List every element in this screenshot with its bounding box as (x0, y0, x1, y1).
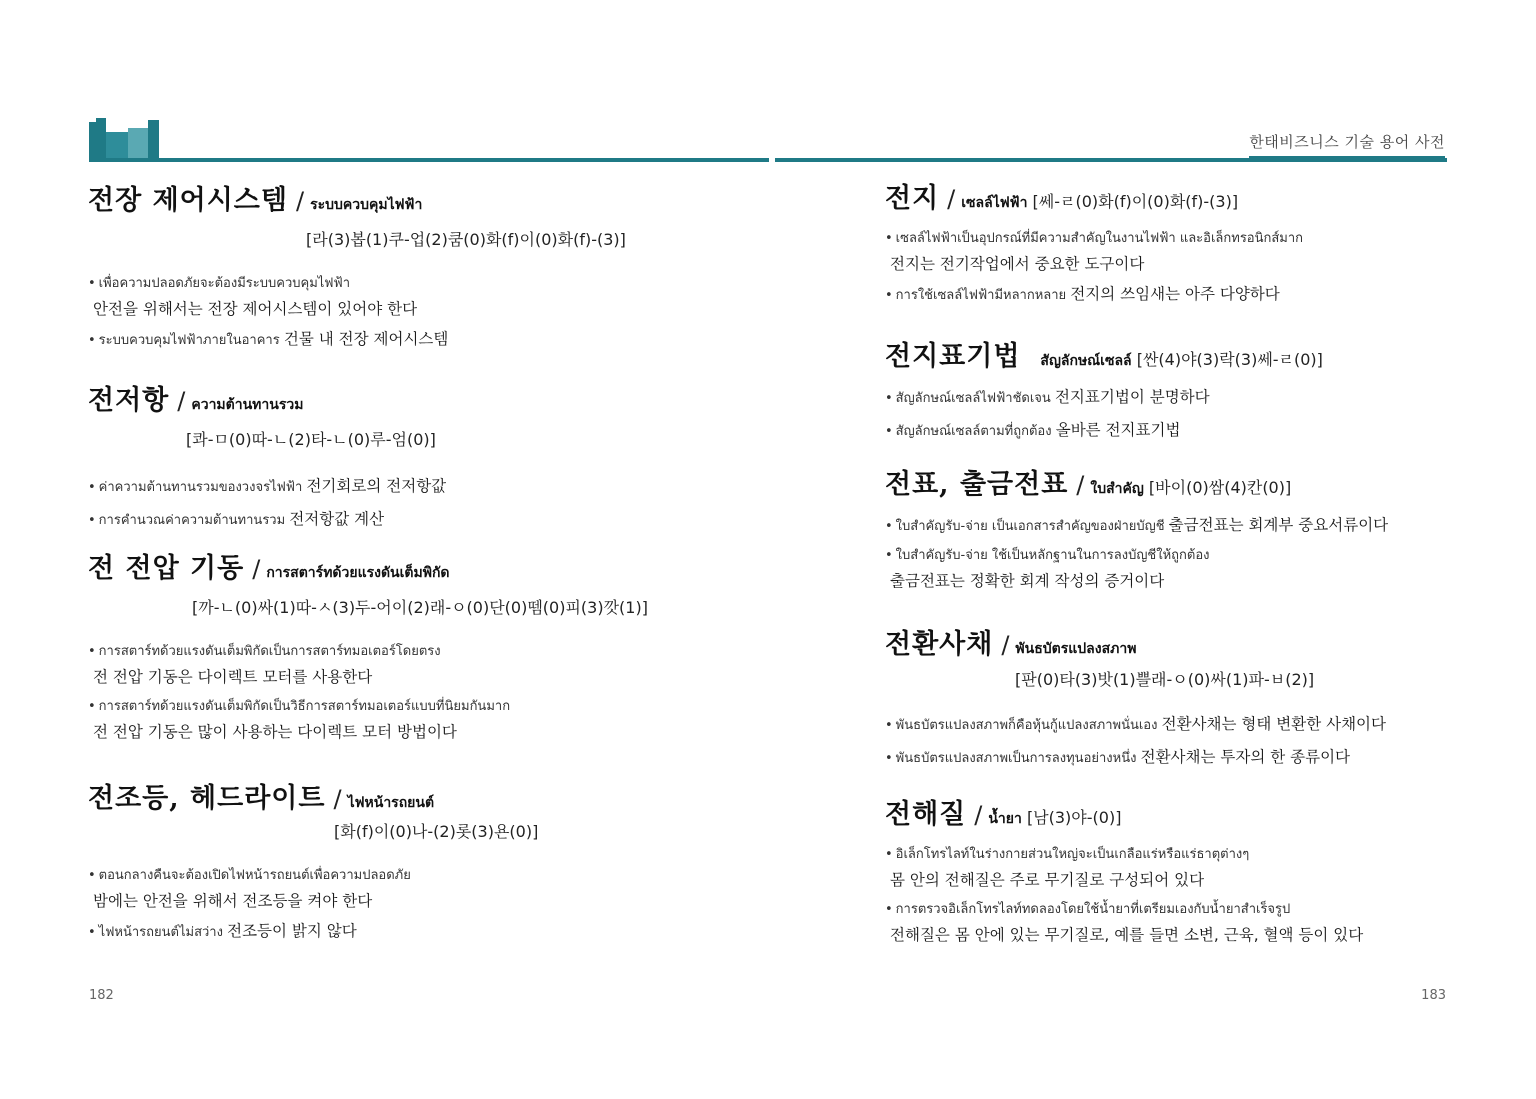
example-thai: • ไฟหน้ารถยนต์ไม่สว่าง 전조등이 밝지 않다 (88, 922, 357, 940)
example-korean: 올바른 전지표기법 (1055, 421, 1181, 439)
example-thai: • ใบสำคัญรับ-จ่าย ใช้เป็นหลักฐานในการลงบัญชีให้ถูกต้อง (885, 548, 1210, 563)
entry-term: 전조등, 헤드라이트 (88, 783, 326, 814)
example-thai: • เซลล์ไฟฟ้าเป็นอุปกรณ์ที่มีความสำคัญในงานไฟฟ้า และอิเล็กทรอนิกส์มาก (885, 231, 1304, 246)
example-thai: • เพื่อความปลอดภัยจะต้องมีระบบควบคุมไฟฟ้า (88, 276, 351, 291)
book-logo-icon (89, 118, 159, 162)
dictionary-entry: 전지 / เซลล์ไฟฟ้า [쎄-ㄹ(0)화(f)이(0)화(f)-(3)] • เซลล์ไฟฟ้าเป็นอุปกรณ์ที่มีความสำคัญในงานไฟฟ้า และอิเล็กทรอนิกส์มาก 전지는 전기작업에서 중요한 도구이다 • การใช้เซลล์ไฟฟ้ามีหลากหลาย 전지의 쓰임새는 아주 다양하다 (885, 176, 1455, 305)
entry-thai: ไฟหน้ารถยนต์ (347, 795, 435, 811)
entry-thai: ใบสำคัญ (1090, 481, 1144, 497)
entry-thai: การสตาร์ทด้วยแรงดันเต็มพิกัด (266, 565, 450, 581)
example-thai: • อิเล็กโทรไลท์ในร่างกายส่วนใหญ่จะเป็นเกลือแร่หรือแร่ธาตุต่างๆ (885, 847, 1250, 862)
example-korean: 전해질은 몸 안에 있는 무기질로, 예를 들면 소변, 근육, 혈액 등이 있다 (890, 926, 1364, 944)
dictionary-entry (885, 334, 1455, 441)
example-thai: • การสตาร์ทด้วยแรงดันเต็มพิกัดเป็นการสตาร์ทมอเตอร์โดยตรง (88, 644, 441, 659)
example-thai: • การตรวจอิเล็กโทรไลท์ทดลองโดยใช้น้ำยาที่เตรียมเองกับน้ำยาสำเร็จรูป (885, 902, 1291, 917)
entry-pronunciation: [쎄-ㄹ(0)화(f)이(0)화(f)-(3)] (1032, 192, 1239, 211)
example-thai: • สัญลักษณ์เซลล์ไฟฟ้าชัดเจน 전지표기법이 분명하다 (885, 388, 1210, 406)
entry-pronunciation: [바이(0)쌈(4)칸(0)] (1148, 478, 1292, 497)
dictionary-entry: 전 전압 기동 / การสตาร์ทด้วยแรงดันเต็มพิกัด [까-ㄴ(0)싸(1)따-ㅅ(3)두-어이(2)래-ㅇ(0)단(0)뗌(0)피(3)깟(1)] • การสตาร์ทด้วยแรงดันเต็มพิกัดเป็นการสตาร์ทมอเตอร์โดยตรง 전 전압 기동은 다이렉트 모터를 사용한다 • การสตาร์ทด้วยแรงดันเต็มพิกัดเป็นวิธีการสตาร์ทมอเตอร์แบบที่นิยมกันมาก 전 전압 기동은 많이 사용하는 다이렉트 모터 방법이다 (88, 546, 768, 742)
example-thai: • ค่าความต้านทานรวมของวงจรไฟฟ้า 전기회로의 전저항값 (88, 477, 447, 495)
example-korean: 몸 안의 전해질은 주로 무기질로 구성되어 있다 (890, 871, 1205, 889)
entry-thai: เซลล์ไฟฟ้า (961, 195, 1028, 211)
example-korean: 전지표기법이 분명하다 (1054, 388, 1210, 406)
entry-thai: ระบบควบคุมไฟฟ้า (310, 197, 423, 213)
example-thai: • พันธบัตรแปลงสภาพเป็นการลงทุนอย่างหนึ่ง 전환사채는 투자의 한 종류이다 (885, 748, 1351, 766)
entry-thai: พันธบัตรแปลงสภาพ (1015, 641, 1137, 657)
dictionary-entry: 전환사채 / พันธบัตรแปลงสภาพ [판(0)타(3)밧(1)쁠래-ㅇ(0)싸(1)파-ㅂ(2)] • พันธบัตรแปลงสภาพก็คือหุ้นกู้แปลงสภาพนั่นเอง 전환사채는 형태 변환한 사채이다 • พันธบัตรแปลงสภาพเป็นการลงทุนอย่างหนึ่ง 전환사채는 투자의 한 종류이다 (885, 622, 1455, 768)
entry-thai: ความต้านทานรวม (191, 397, 304, 413)
dictionary-entry: 전해질 / น้ำยา [남(3)야-(0)] • อิเล็กโทรไลท์ในร่างกายส่วนใหญ่จะเป็นเกลือแร่หรือแร่ธาตุต่างๆ 몸 안의 전해질은 주로 무기질로 구성되어 있다 • การตรวจอิเล็กโทรไลท์ทดลองโดยใช้น้ำยาที่เตรียมเองกับน้ำยาสำเร็จรูป 전해질은 몸 안에 있는 무기질로, 예를 들면 소변, 근육, 혈액 등이 있다 (885, 792, 1455, 945)
dictionary-entry: 전조등, 헤드라이트 / ไฟหน้ารถยนต์ [화(f)이(0)나-(2)롯(3)욘(0)] • ตอนกลางคืนจะต้องเปิดไฟหน้ารถยนต์เพื่อความปลอดภัย 밤에는 안전을 위해서 전조등을 켜야 한다 • ไฟหน้ารถยนต์ไม่สว่าง 전조등이 밝지 않다 (88, 776, 768, 942)
example-thai: • ตอนกลางคืนจะต้องเปิดไฟหน้ารถยนต์เพื่อความปลอดภัย (88, 868, 411, 883)
entry-pronunciation: [판(0)타(3)밧(1)쁠래-ㅇ(0)싸(1)파-ㅂ(2)] (1015, 670, 1315, 689)
entry-term: 전환사채 (885, 629, 994, 660)
example-korean: 전지는 전기작업에서 중요한 도구이다 (890, 255, 1145, 273)
example-korean: 건물 내 전장 제어시스템 (283, 330, 449, 348)
example-thai: • สัญลักษณ์เซลล์ตามที่ถูกต้อง 올바른 전지표기법 (885, 421, 1181, 439)
entry-term: 전저항 (88, 385, 170, 416)
example-korean: 출금전표는 회계부 중요서류이다 (1168, 516, 1389, 534)
example-korean: 전 전압 기동은 다이렉트 모터를 사용한다 (93, 668, 373, 686)
example-korean: 안전을 위해서는 전장 제어시스템이 있어야 한다 (93, 300, 418, 318)
entry-term: 전지표기법 (885, 341, 1021, 372)
entry-pronunciation: [콰-ㅁ(0)따-ㄴ(2)타-ㄴ(0)루-엄(0)] (186, 430, 436, 449)
entry-pronunciation: [싼(4)야(3)락(3)쎄-ㄹ(0)] (1136, 350, 1323, 369)
example-korean: 전환사채는 형태 변환한 사채이다 (1161, 715, 1386, 733)
entry-term: 전 전압 기동 (88, 553, 245, 584)
example-thai: • ใบสำคัญรับ-จ่าย เป็นเอกสารสำคัญของฝ่ายบัญชี 출금전표는 회계부 중요서류이다 (885, 516, 1389, 534)
page-number-left: 182 (89, 988, 114, 1003)
example-thai: • การคำนวณค่าความต้านทานรวม 전저항값 계산 (88, 510, 385, 528)
entry-term: 전해질 (885, 799, 967, 830)
example-korean: 밤에는 안전을 위해서 전조등을 켜야 한다 (93, 892, 373, 910)
example-thai: • พันธบัตรแปลงสภาพก็คือหุ้นกู้แปลงสภาพนั่นเอง 전환사채는 형태 변환한 사채이다 (885, 715, 1386, 733)
dictionary-entry: 전저항 / ความต้านทานรวม [콰-ㅁ(0)따-ㄴ(2)타-ㄴ(0)루-엄(0)] • ค่าความต้านทานรวมของวงจรไฟฟ้า 전기회로의 전저항값 • การคำนวณค่าความต้านทานรวม 전저항값 계산 (88, 378, 768, 530)
book-title: 한태비즈니스 기술 용어 사전 (1249, 131, 1445, 162)
example-korean: 전조등이 밝지 않다 (227, 922, 357, 940)
entry-pronunciation: [남(3)야-(0)] (1026, 808, 1122, 827)
example-thai: • การใช้เซลล์ไฟฟ้ามีหลากหลาย 전지의 쓰임새는 아주 다양하다 (885, 285, 1280, 303)
example-korean: 출금전표는 정확한 회계 작성의 증거이다 (890, 572, 1165, 590)
entry-pronunciation: [화(f)이(0)나-(2)롯(3)욘(0)] (334, 822, 539, 841)
example-korean: 전환사채는 투자의 한 종류이다 (1140, 748, 1351, 766)
dictionary-entry: 전장 제어시스템 / ระบบควบคุมไฟฟ้า [라(3)봅(1)쿠-업(2)쿰(0)화(f)이(0)화(f)-(3)] • เพื่อความปลอดภัยจะต้องมีระบบควบคุมไฟฟ้า 안전을 위해서는 전장 제어시스템이 있어야 한다 • ระบบควบคุมไฟฟ้าภายในอาคาร 건물 내 전장 제어시스템 (88, 178, 768, 350)
entry-term: 전지 (885, 183, 940, 214)
example-korean: 전저항값 계산 (289, 510, 385, 528)
entry-term: 전표, 출금전표 (885, 469, 1069, 500)
example-korean: 전 전압 기동은 많이 사용하는 다이렉트 모터 방법이다 (93, 723, 457, 741)
header-rule-left (89, 158, 769, 162)
dictionary-entry: 전표, 출금전표 / ใบสำคัญ [바이(0)쌈(4)칸(0)] • ใบสำคัญรับ-จ่าย เป็นเอกสารสำคัญของฝ่ายบัญชี 출금전표는 회계부 중요서류이다 • ใบสำคัญรับ-จ่าย ใช้เป็นหลักฐานในการลงบัญชีให้ถูกต้อง 출금전표는 정확한 회계 작성의 증거이다 (885, 462, 1455, 591)
example-korean: 전기회로의 전저항값 (306, 477, 447, 495)
example-korean: 전지의 쓰임새는 아주 다양하다 (1070, 285, 1280, 303)
entry-pronunciation: [라(3)봅(1)쿠-업(2)쿰(0)화(f)이(0)화(f)-(3)] (306, 230, 626, 249)
entry-thai: น้ำยา (988, 811, 1022, 827)
example-thai: • ระบบควบคุมไฟฟ้าภายในอาคาร 건물 내 전장 제어시스템 (88, 330, 449, 348)
page-number-right: 183 (1421, 988, 1446, 1003)
example-thai: • การสตาร์ทด้วยแรงดันเต็มพิกัดเป็นวิธีการสตาร์ทมอเตอร์แบบที่นิยมกันมาก (88, 699, 511, 714)
entry-pronunciation: [까-ㄴ(0)싸(1)따-ㅅ(3)두-어이(2)래-ㅇ(0)단(0)뗌(0)피(3)깟(1)] (192, 598, 648, 617)
entry-thai: สัญลักษณ์เซลล์ (1040, 353, 1132, 369)
entry-term: 전장 제어시스템 (88, 185, 288, 216)
